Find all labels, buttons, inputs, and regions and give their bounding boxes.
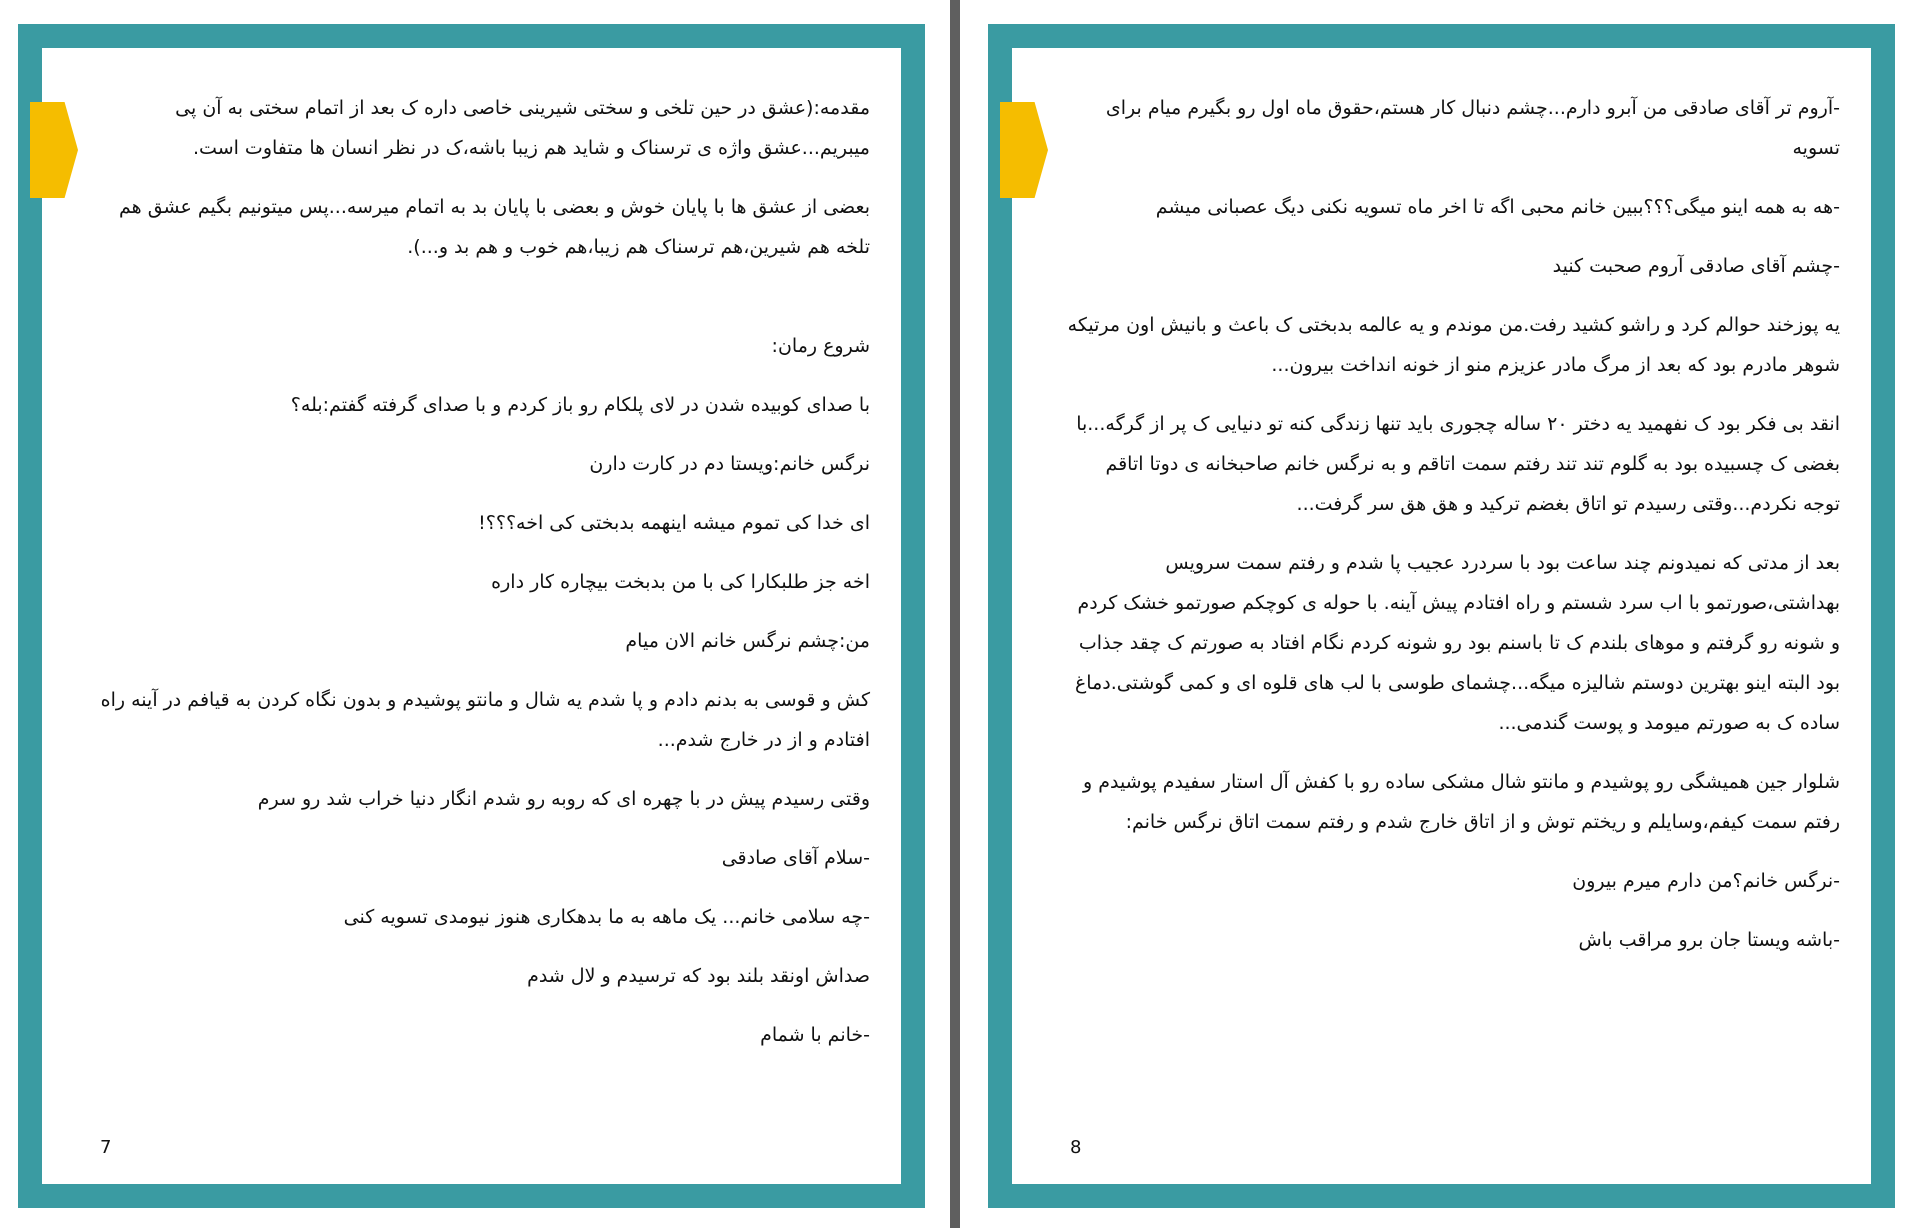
paragraph: -باشه ویستا جان برو مراقب باش bbox=[1578, 929, 1840, 951]
page-left-text bbox=[96, 88, 870, 1074]
page-right-bookmark-tab bbox=[1000, 102, 1048, 198]
paragraph: با صدای کوبیده شدن در لای پلکام رو باز کردم و با صدای گرفته گفتم:بله؟ bbox=[290, 394, 870, 416]
paragraph: من:چشم نرگس خانم الان میام bbox=[625, 630, 870, 652]
page-right-body bbox=[1012, 48, 1871, 1184]
paragraph: ای خدا کی تموم میشه اینهمه بدبختی کی اخه؟؟؟! bbox=[478, 512, 870, 534]
section-heading: شروع رمان: bbox=[771, 335, 870, 357]
paragraph: وقتی رسیدم پیش در با چهره ای که روبه رو شدم انگار دنیا خراب شد رو سرم bbox=[257, 788, 870, 810]
page-left-body bbox=[42, 48, 901, 1184]
paragraph: -نرگس خانم؟من دارم میرم بیرون bbox=[1572, 870, 1840, 892]
paragraph: شلوار جین همیشگی رو پوشیدم و مانتو شال مشکی ساده رو با کفش آل استار سفیدم پوشیدم و رفتم سمت کیفم،وسایلم و ریختم توش و از اتاق خارج شدم و رفتم سمت اتاق نرگس خانم: bbox=[1083, 771, 1840, 833]
paragraph: بعضی از عشق ها با پایان خوش و بعضی با پایان بد به اتمام میرسه...پس میتونیم بگیم عشق هم تلخه هم شیرین،هم ترسناک هم زیبا،هم خوب و هم بد و...). bbox=[119, 196, 870, 258]
page-number: 7 bbox=[100, 1137, 112, 1158]
paragraph: -سلام آقای صادقی bbox=[721, 847, 870, 869]
paragraph: -چه سلامی خانم... یک ماهه به ما بدهکاری هنوز نیومدی تسویه کنی bbox=[343, 906, 870, 928]
page-right-text bbox=[1066, 88, 1840, 979]
page-divider bbox=[950, 0, 960, 1228]
paragraph: -چشم آقای صادقی آروم صحبت کنید bbox=[1552, 255, 1840, 277]
paragraph: -خانم با شمام bbox=[760, 1024, 870, 1046]
paragraph: اخه جز طلبکارا کی با من بدبخت بیچاره کار داره bbox=[491, 571, 870, 593]
paragraph: -هه به همه اینو میگی؟؟؟ببین خانم محبی اگه تا اخر ماه تسویه نکنی دیگ عصبانی میشم bbox=[1155, 196, 1840, 218]
paragraph: نرگس خانم:ویستا دم در کارت دارن bbox=[589, 453, 870, 475]
page-left-bookmark-tab bbox=[30, 102, 78, 198]
page-right bbox=[988, 24, 1895, 1208]
paragraph: انقد بی فکر بود ک نفهمید یه دختر ۲۰ ساله چجوری باید تنها زندگی کنه تو دنیایی ک پر از گرگه...با بغضی ک چسبیده بود به گلوم تند تند رفتم سمت اتاقم و به نرگس خانم صاحبخانه ی دوتا اتاقم توجه نکردم...وقتی رسیدم تو اتاق بغضم ترکید و هق هق سر گرفت... bbox=[1076, 413, 1840, 515]
paragraph: کش و قوسی به بدنم دادم و پا شدم یه شال و مانتو پوشیدم و بدون نگاه کردن به قیافم در آینه راه افتادم و از در خارج شدم... bbox=[100, 689, 870, 751]
paragraph: مقدمه:(عشق در حین تلخی و سختی شیرینی خاصی داره ک بعد از اتمام سختی به آن پی میبریم...عشق واژه ی ترسناک و شاید هم زیبا باشه،ک در نظر انسان ها متفاوت است. bbox=[175, 97, 870, 159]
paragraph: -آروم تر آقای صادقی من آبرو دارم...چشم دنبال کار هستم،حقوق ماه اول رو بگیرم میام برای تسویه bbox=[1105, 97, 1840, 159]
paragraph: یه پوزخند حوالم کرد و راشو کشید رفت.من موندم و یه عالمه بدبختی ک باعث و بانیش اون مرتیکه شوهر مادرم بود که بعد از مرگ مادر عزیزم منو از خونه انداخت بیرون... bbox=[1067, 314, 1840, 376]
page-number: 8 bbox=[1070, 1137, 1082, 1158]
page-left bbox=[18, 24, 925, 1208]
paragraph: بعد از مدتی که نمیدونم چند ساعت بود با سردرد عجیب پا شدم و رفتم سمت سرویس بهداشتی،صورتمو با اب سرد شستم و راه افتادم پیش آینه. با حوله ی کوچکم صورتمو خشک کردم و شونه رو گرفتم و موهای بلندم ک تا باسنم بود رو شونه کردم نگام افتاد به صورتم ک چقد جذاب بود البته اینو بهترین دوستم شالیزه میگه...چشمای طوسی با لب های قلوه ای و کمی گوشتی.دماغ ساده ک به صورتم میومد و پوست گندمی... bbox=[1074, 552, 1840, 734]
paragraph: صداش اونقد بلند بود که ترسیدم و لال شدم bbox=[527, 965, 870, 987]
